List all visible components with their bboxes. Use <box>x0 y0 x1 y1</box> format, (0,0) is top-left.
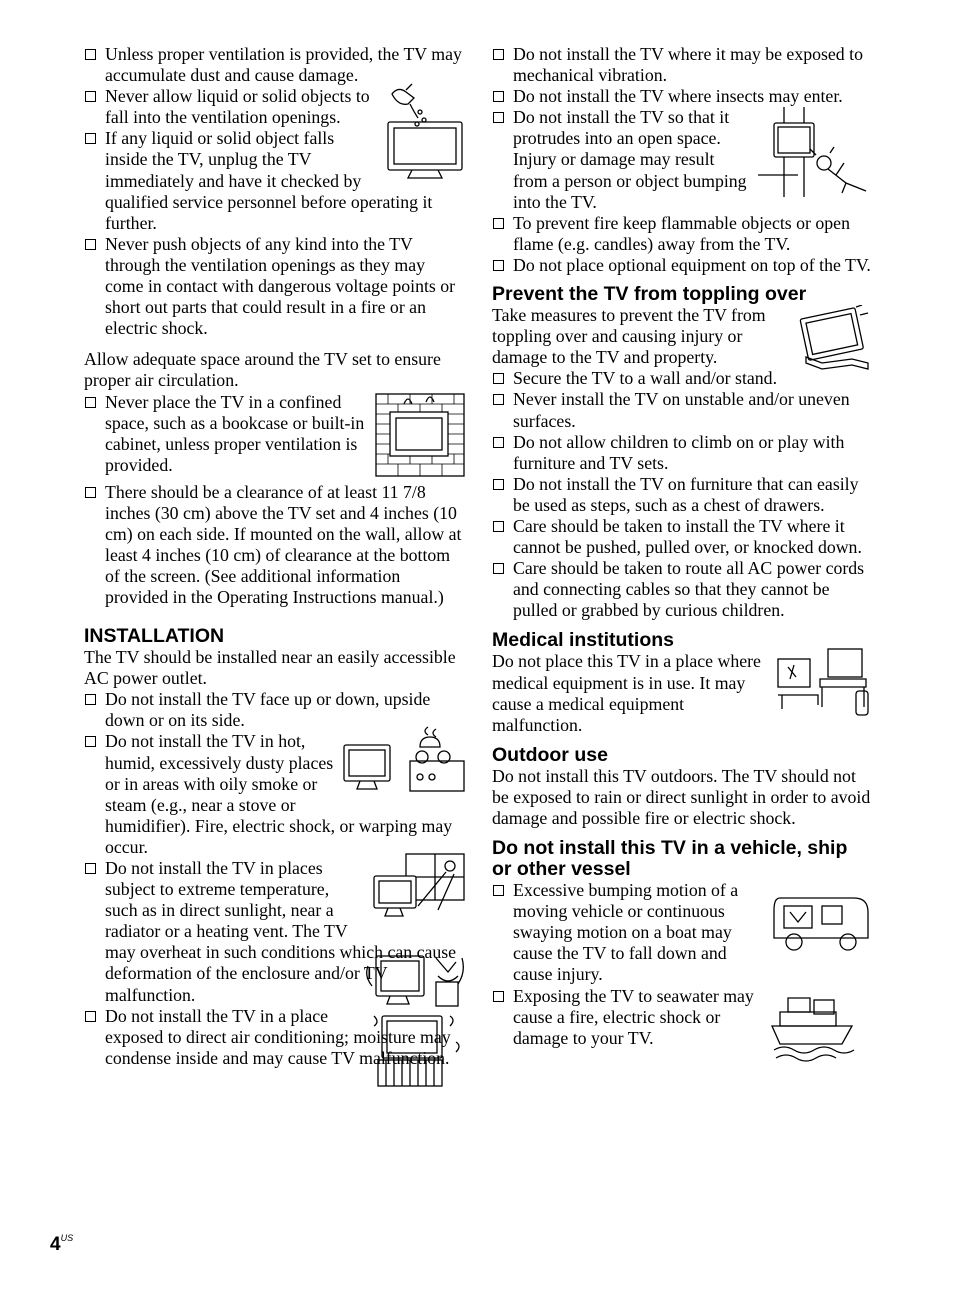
tv-medical-room-illustration <box>774 645 872 719</box>
page-region: US <box>60 1233 74 1243</box>
toppling-tv-icon <box>796 305 872 371</box>
bullet-steps-furniture: Do not install the TV on furniture that can easily be used as steps, such as a chest of drawers. <box>492 474 872 516</box>
toppling-intro: Take measures to prevent the TV from toppling over and causing injury or damage to the TV and property. <box>492 305 766 368</box>
medical-text: Do not place this TV in a place where medical equipment is in use. It may cause a medical equipment malfunction. <box>492 651 761 735</box>
bullet-unstable-surface: Never install the TV on unstable and/or uneven surfaces. <box>492 389 872 431</box>
bullet-face-up-down: Do not install the TV face up or down, upside down or on its side. <box>84 689 466 731</box>
bullet-extreme-temperature: Do not install the TV in places subject to extreme temperature, such as in direct sunlight, near a radiator or a heating vent. The TV may overheat in such conditions which can cause deformation of the enclosure and/or TV malfunction. <box>84 858 466 1006</box>
tv-toppling-illustration <box>796 305 872 371</box>
bullet-seawater: Exposing the TV to seawater may cause a fire, electric shock or damage to your TV. <box>492 986 872 1049</box>
bullet-hot-humid: Do not install the TV in hot, humid, excessively dusty places or in areas with oily smoke or steam (e.g., near a stove or humidifier). Fire, electric shock, or warping may occur. <box>84 731 466 858</box>
bullet-insects: Do not install the TV where insects may enter. <box>492 86 872 107</box>
left-column <box>84 44 466 1069</box>
bullet-air-conditioning: Do not install the TV in a place exposed to direct air conditioning; moisture may condense inside and may cause TV malfunction. <box>84 1006 466 1069</box>
air-circulation-text: Allow adequate space around the TV set to ensure proper air circulation. <box>84 349 441 391</box>
vehicle-heading: Do not install this TV in a vehicle, ship or other vessel <box>492 837 848 881</box>
bullet-flammable: To prevent fire keep flammable objects or open flame (e.g. candles) away from the TV. <box>492 213 872 255</box>
installation-intro: The TV should be installed near an easily accessible AC power outlet. <box>84 647 456 689</box>
outdoor-heading: Outdoor use <box>492 743 608 766</box>
bullet-ventilation-dust: Unless proper ventilation is provided, the TV may accumulate dust and cause damage. <box>84 44 466 86</box>
bullet-liquid-openings: Never allow liquid or solid objects to fall into the ventilation openings. <box>84 86 466 128</box>
bullet-vibration: Do not install the TV where it may be exposed to mechanical vibration. <box>492 44 872 86</box>
outdoor-text: Do not install this TV outdoors. The TV should not be exposed to rain or direct sunlight in order to avoid damage and possible fire or electric shock. <box>492 765 871 828</box>
tv-on-radiator-illustration <box>370 1012 464 1093</box>
installation-heading: INSTALLATION <box>84 625 225 648</box>
page-number <box>50 1234 73 1256</box>
bullet-protrude: Do not install the TV so that it protrudes into an open space. Injury or damage may result from a person or object bumping into the TV. <box>492 107 872 212</box>
bullet-clearance: There should be a clearance of at least 11 7/8 inches (30 cm) above the TV set and 4 inches (10 cm) on each side. If mounted on the wall, allow at least 4 inches (10 cm) of clearance at the bottom of the screen. (See additional information provided in the Operating Instructions manual.) <box>84 482 466 609</box>
bullet-liquid-unplug: If any liquid or solid object falls inside the TV, unplug the TV immediately and have it checked by qualified service personnel before operating it further. <box>84 128 466 233</box>
bullet-bumping-motion: Excessive bumping motion of a moving vehicle or continuous swaying motion on a boat may cause the TV to fall down and cause injury. <box>492 880 872 985</box>
bullet-secure-wall: Secure the TV to a wall and/or stand. <box>492 368 872 389</box>
toppling-heading: Prevent the TV from toppling over <box>492 283 807 306</box>
medical-room-icon <box>774 645 872 719</box>
bullet-optional-equipment: Do not place optional equipment on top of the TV. <box>492 255 872 276</box>
bullet-route-cords: Care should be taken to route all AC power cords and connecting cables so that they cannot be pulled or grabbed by curious children. <box>492 558 872 621</box>
page-number-value: 4 <box>50 1234 61 1255</box>
bullet-push-objects: Never push objects of any kind into the TV through the ventilation openings as they may come in contact with dangerous voltage points or short out parts that could result in a fire or an electric shock. <box>84 234 466 339</box>
medical-heading: Medical institutions <box>492 629 675 652</box>
right-column <box>492 44 872 1066</box>
bullet-confined-space: Never place the TV in a confined space, such as a bookcase or built-in cabinet, unless proper ventilation is provided. <box>84 392 466 476</box>
bullet-children-climb: Do not allow children to climb on or play with furniture and TV sets. <box>492 432 872 474</box>
radiator-heat-icon <box>370 1012 464 1088</box>
bullet-pushed-over: Care should be taken to install the TV where it cannot be pushed, pulled over, or knocked down. <box>492 516 872 558</box>
